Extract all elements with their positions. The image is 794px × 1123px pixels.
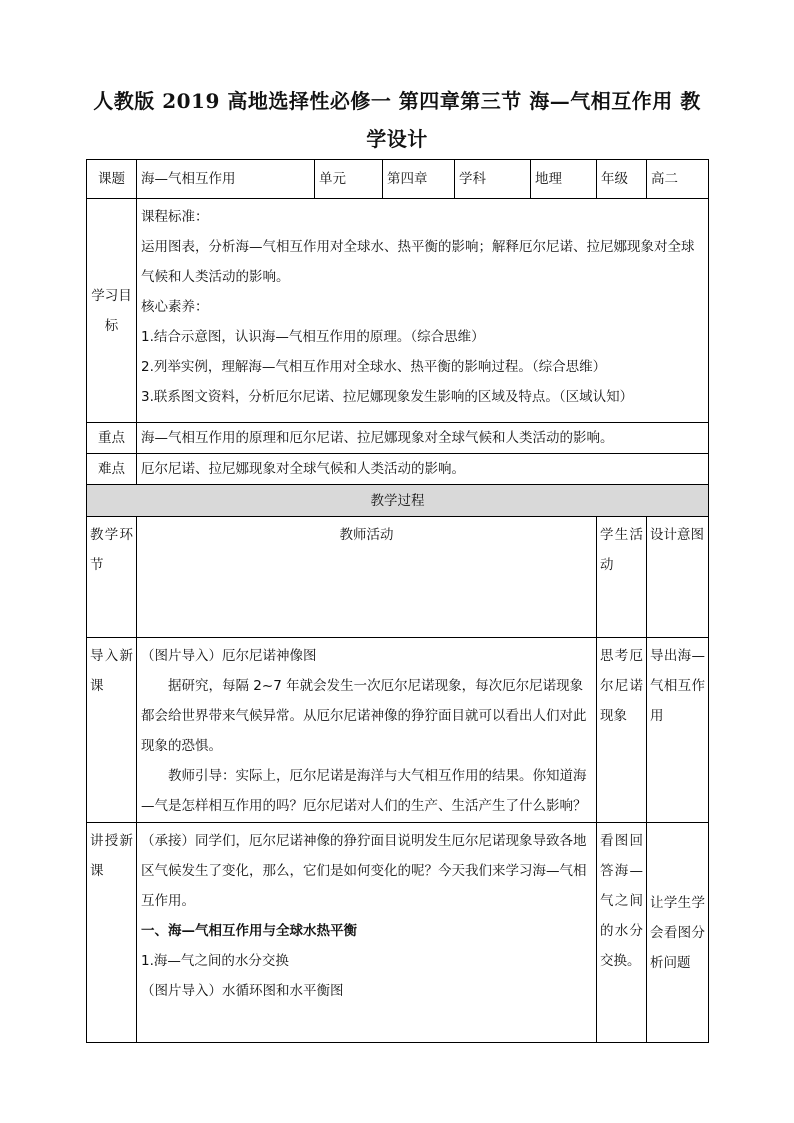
goals-label: 学习目标: [87, 199, 137, 423]
lecture-stage: 讲授新课: [87, 823, 137, 1043]
intro-stage: 导入新课: [87, 638, 137, 823]
lecture-design: 让学生学会看图分析问题: [647, 823, 709, 1043]
column-design: 设计意图: [647, 517, 709, 638]
literacy-item: 2.列举实例，理解海—气相互作用对全球水、热平衡的影响过程。（综合思维）: [141, 359, 607, 375]
intro-line: 据研究，每隔 2~7 年就会发生一次厄尔尼诺现象，每次厄尔尼诺现象都会给世界带来气候异常。从厄尔尼诺神像的狰狞面目就可以看出人们对此现象的恐惧。: [141, 678, 587, 754]
unit-value: 第四章: [383, 160, 455, 199]
intro-row: [87, 638, 709, 823]
lecture-row: [87, 823, 709, 1043]
subject-label: 学科: [455, 160, 531, 199]
intro-teacher: [137, 638, 597, 823]
grade-label: 年级: [597, 160, 647, 199]
unit-label: 单元: [315, 160, 383, 199]
column-teacher: 教师活动: [137, 517, 597, 638]
standard-title: 课程标准：: [141, 209, 209, 225]
process-columns-row: [87, 517, 709, 638]
intro-line: 教师引导：实际上，厄尔尼诺是海洋与大气相互作用的结果。你知道海—气是怎样相互作用的吗？厄尔尼诺对人们的生产、生活产生了什么影响？: [141, 768, 587, 814]
lecture-line: （图片导入）水循环图和水平衡图: [141, 983, 344, 999]
grade-value: 高二: [647, 160, 709, 199]
info-row: [87, 160, 709, 199]
key-label: 重点: [87, 423, 137, 454]
key-row: [87, 423, 709, 454]
lecture-line: （承接）同学们，厄尔尼诺神像的狰狞面目说明发生厄尔尼诺现象导致各地区气候发生了变化，那么，它们是如何变化的呢？今天我们来学习海—气相互作用。: [141, 833, 587, 909]
column-stage: 教学环节: [87, 517, 137, 638]
lecture-student: 看图回答海—气之间的水分交换。: [597, 823, 647, 1043]
lecture-heading: 一、海—气相互作用与全球水热平衡: [141, 923, 357, 939]
goals-content: [137, 199, 709, 423]
column-student: 学生活动: [597, 517, 647, 638]
difficulty-text: 厄尔尼诺、拉尼娜现象对全球气候和人类活动的影响。: [137, 454, 709, 485]
literacy-item: 3.联系图文资料，分析厄尔尼诺、拉尼娜现象发生影响的区域及特点。（区域认知）: [141, 389, 634, 405]
literacy-item: 1.结合示意图，认识海—气相互作用的原理。（综合思维）: [141, 329, 485, 345]
intro-design: 导出海—气相互作用: [647, 638, 709, 823]
key-text: 海—气相互作用的原理和厄尔尼诺、拉尼娜现象对全球气候和人类活动的影响。: [137, 423, 709, 454]
literacy-title: 核心素养：: [141, 299, 209, 315]
difficulty-label: 难点: [87, 454, 137, 485]
lecture-teacher: [137, 823, 597, 1043]
topic-value: 海—气相互作用: [137, 160, 315, 199]
intro-line: （图片导入）厄尔尼诺神像图: [141, 648, 317, 664]
lecture-line: 1.海—气之间的水分交换: [141, 953, 289, 969]
topic-label: 课题: [87, 160, 137, 199]
standard-text: 运用图表，分析海—气相互作用对全球水、热平衡的影响；解释厄尔尼诺、拉尼娜现象对全球气候和人类活动的影响。: [141, 239, 695, 285]
process-header: 教学过程: [87, 485, 709, 517]
document-title: 人教版 2019 高地选择性必修一 第四章第三节 海—气相互作用 教学设计: [93, 89, 701, 151]
goals-row: [87, 199, 709, 423]
lesson-plan-table: [86, 159, 709, 1043]
intro-student: 思考厄尔尼诺现象: [597, 638, 647, 823]
subject-value: 地理: [531, 160, 597, 199]
difficulty-row: [87, 454, 709, 485]
process-header-row: [87, 485, 709, 517]
